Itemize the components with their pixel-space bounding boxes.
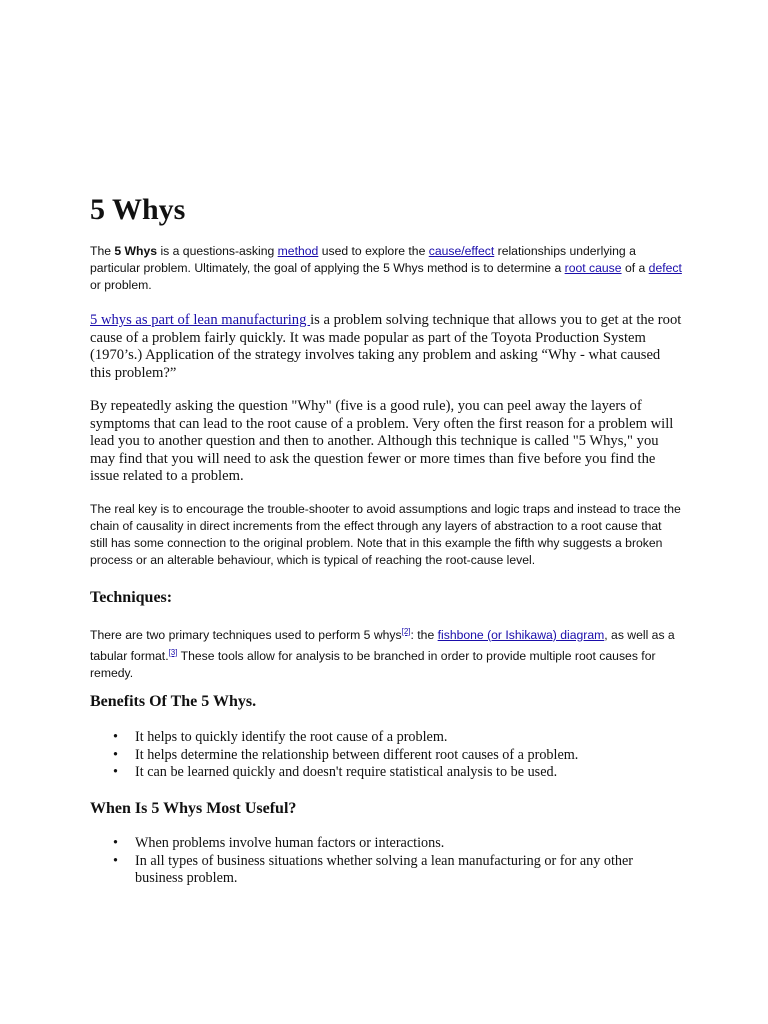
techniques-text-4: These tools allow for analysis to be branched in order to provide multiple root causes for remedy. [90,649,656,681]
reference-3-link[interactable]: [3] [168,648,178,658]
list-item [113,852,682,888]
root-cause-link[interactable]: root cause [564,261,622,275]
list-item [113,835,682,853]
intro-paragraph [90,243,682,294]
useful-list [90,835,682,888]
benefits-list [90,729,682,782]
techniques-text-2: : the [410,628,438,643]
bullet-icon: • [113,852,118,869]
techniques-text-3: , as well as a tabular format. [90,628,675,664]
intro-text-3: used to explore the [318,244,429,258]
lean-paragraph-text: is a problem solving technique that allows you to get at the root cause of a problem fairly quickly. It was made popular as part of the Toyota Production System (1970’s.) Application of the strategy involves taking any problem and asking “Why - what caused this problem?” [90,312,682,381]
useful-text: When problems involve human factors or interactions. [135,835,445,851]
techniques-paragraph [90,623,682,682]
useful-text: In all types of business situations whether solving a lean manufacturing or for any other business problem. [135,852,634,887]
benefit-text: It helps determine the relationship between different root causes of a problem. [135,746,579,763]
repeat-paragraph: By repeatedly asking the question "Why" (five is a good rule), you can peel away the layers of symptoms that can lead to the root cause of a problem. Very often the first reason for a problem will lead you to another question and then to another. Although this technique is called "5 Whys," you may find that you will need to ask the question fewer or more times than five before you find the issue related to a problem. [90,398,674,485]
intro-text-5: of a [621,261,649,275]
cause-effect-link[interactable]: cause/effect [428,244,495,258]
bullet-icon: • [113,746,118,763]
bullet-icon: • [113,835,118,851]
list-item [113,729,682,747]
defect-link[interactable]: defect [648,261,682,275]
method-link[interactable]: method [277,244,319,258]
benefits-heading: Benefits Of The 5 Whys. [90,693,257,710]
lean-manufacturing-link[interactable]: 5 whys as part of lean manufacturing [90,312,311,328]
benefit-text: It can be learned quickly and doesn't require statistical analysis to be used. [135,764,558,781]
intro-text-4: relationships underlying a particular problem. Ultimately, the goal of applying the 5 Whys method is to determine a [90,244,636,275]
reference-2-link[interactable]: [2] [401,627,411,636]
bullet-icon: • [113,764,118,781]
list-item [113,764,682,782]
lean-paragraph [90,312,682,382]
intro-bold: 5 Whys [114,244,158,258]
techniques-heading: Techniques: [90,589,173,606]
list-item [113,746,682,765]
techniques-text-1: There are two primary techniques used to perform 5 whys [90,628,402,643]
page-title: 5 Whys [90,193,186,226]
intro-text-2: is a questions-asking [157,244,278,258]
fishbone-diagram-link[interactable]: fishbone (or Ishikawa) diagram [437,628,605,643]
bullet-icon: • [113,729,118,745]
useful-heading: When Is 5 Whys Most Useful? [90,800,297,817]
intro-text-1: The [90,244,115,258]
intro-text-6: or problem. [90,278,152,292]
benefit-text: It helps to quickly identify the root cause of a problem. [135,729,448,745]
real-key-paragraph: The real key is to encourage the trouble-shooter to avoid assumptions and logic traps and instead to trace the chain of causality in direct increments from the effect through any layers of abstraction to a root cause that still has some connection to the original problem. Note that in this example the fifth why suggests a broken process or an alterable behaviour, which is typical of reaching the root-cause level. [90,502,681,567]
